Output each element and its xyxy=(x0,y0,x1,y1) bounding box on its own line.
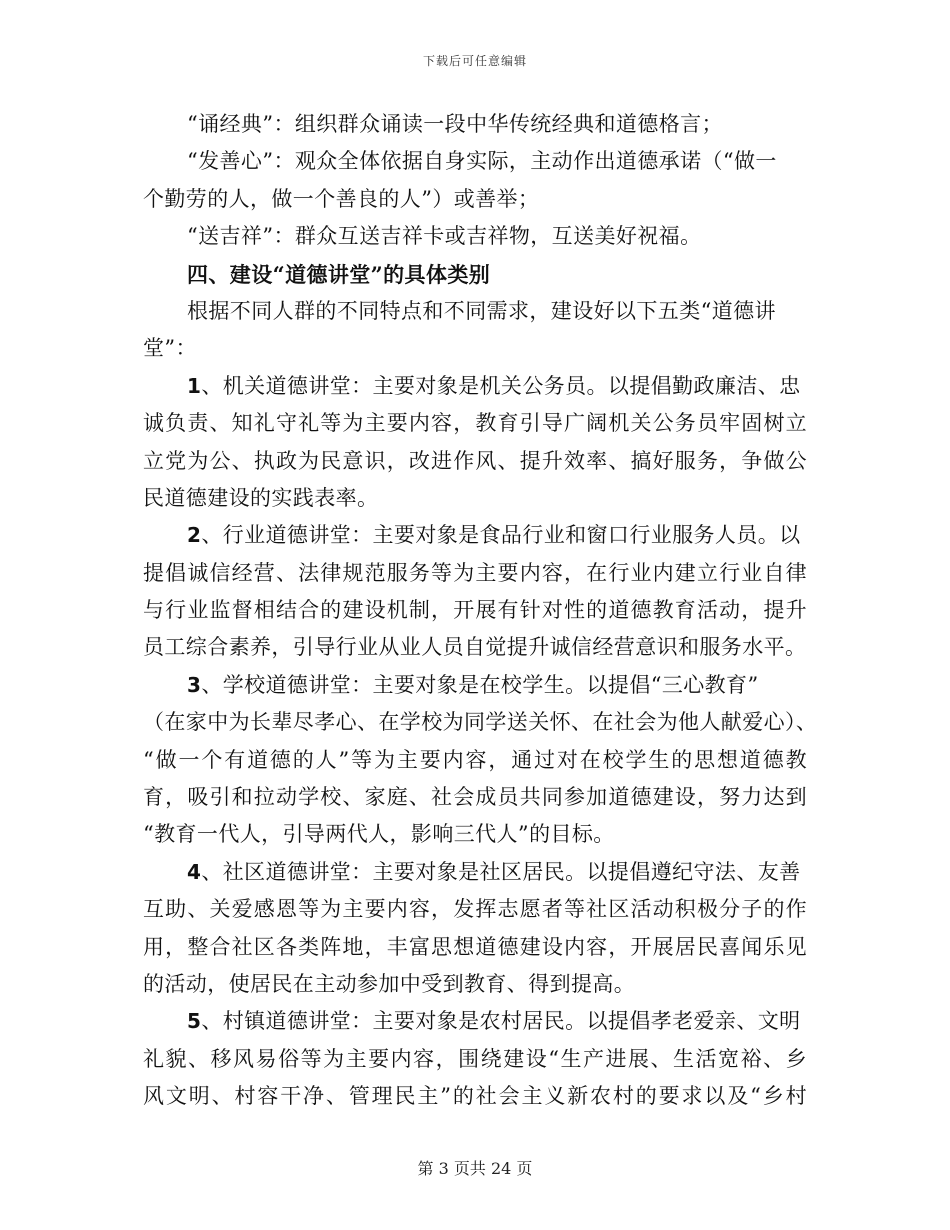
paragraph-line xyxy=(143,405,807,442)
line-text: 根据不同人群的不同特点和不同需求，建设好以下五类“道德讲 xyxy=(187,298,776,323)
line-text: 、社区道德讲堂：主要对象是社区居民。以提倡遵纪守法、友善 xyxy=(201,859,801,884)
line-text: 员工综合素养，引导行业从业人员自觉提升诚信经营意识和服务水平。 xyxy=(143,635,807,660)
paragraph-line xyxy=(143,1041,807,1078)
line-text: “发善心”：观众全体依据自身实际，主动作出道德承诺（“做一 xyxy=(187,149,777,174)
paragraph-line xyxy=(143,742,807,779)
paragraph-line xyxy=(143,891,807,928)
line-text: 个勤劳的人，做一个善良的人”）或善举； xyxy=(143,186,540,211)
paragraph-line xyxy=(143,517,807,554)
list-number: 1 xyxy=(187,373,202,398)
section-heading xyxy=(143,256,807,293)
line-text: 提倡诚信经营、法律规范服务等为主要内容，在行业内建立行业自律 xyxy=(143,560,807,585)
paragraph-line xyxy=(143,667,807,704)
paragraph-line xyxy=(143,443,807,480)
paragraph-line xyxy=(143,966,807,1003)
line-text: 风文明、村容干净、管理民主”的社会主义新农村的要求以及“乡村 xyxy=(143,1084,807,1109)
paragraph-line xyxy=(143,106,807,143)
line-text: 四、建设“道德讲堂”的具体类别 xyxy=(187,261,491,287)
page-number: 第 3 页共 24 页 xyxy=(417,1159,533,1178)
paragraph-line xyxy=(143,218,807,255)
paragraph-line xyxy=(143,629,807,666)
line-text: 堂”： xyxy=(143,336,197,361)
line-text: 、机关道德讲堂：主要对象是机关公务员。以提倡勤政廉洁、忠 xyxy=(201,373,801,398)
line-text: 立党为公、执政为民意识，改进作风、提升效率、搞好服务，争做公 xyxy=(143,448,807,473)
paragraph-line xyxy=(143,330,807,367)
paragraph-line xyxy=(143,779,807,816)
line-text: 诚负责、知礼守礼等为主要内容，教育引导广阔机关公务员牢固树立 xyxy=(143,411,807,436)
paragraph-line xyxy=(143,854,807,891)
list-number: 3 xyxy=(187,672,202,697)
line-text: 的活动，使居民在主动参加中受到教育、得到提高。 xyxy=(143,971,636,996)
line-text: 、行业道德讲堂：主要对象是食品行业和窗口行业服务人员。以 xyxy=(201,523,801,548)
list-number: 5 xyxy=(187,1009,202,1034)
line-text: 礼貌、移风易俗等为主要内容，围绕建设“生产进展、生活宽裕、乡 xyxy=(143,1046,807,1071)
line-text: 用，整合社区各类阵地，丰富思想道德建设内容，开展居民喜闻乐见 xyxy=(143,934,807,959)
list-number: 4 xyxy=(187,859,202,884)
line-text: “教育一代人，引导两代人，影响三代人”的目标。 xyxy=(143,822,615,847)
paragraph-line xyxy=(143,1078,807,1115)
line-text: 、学校道德讲堂：主要对象是在校学生。以提倡“三心教育” xyxy=(201,672,759,697)
paragraph-line xyxy=(143,816,807,853)
paragraph-line xyxy=(143,143,807,180)
paragraph-line xyxy=(143,929,807,966)
line-text: 、村镇道德讲堂：主要对象是农村居民。以提倡孝老爱亲、文明 xyxy=(201,1009,801,1034)
paragraph-line xyxy=(143,555,807,592)
paragraph-line xyxy=(143,480,807,517)
paragraph-line xyxy=(143,592,807,629)
document-body xyxy=(143,106,818,1116)
line-text: “送吉祥”：群众互送吉祥卡或吉祥物，互送美好祝福。 xyxy=(187,224,702,249)
paragraph-line xyxy=(143,181,807,218)
line-text: “做一个有道德的人”等为主要内容，通过对在校学生的思想道德教 xyxy=(143,747,807,772)
page-header-note: 下载后可任意编辑 xyxy=(422,54,527,68)
line-text: 互助、关爱感恩等为主要内容，发挥志愿者等社区活动积极分子的作 xyxy=(143,897,807,922)
line-text: 民道德建设的实践表率。 xyxy=(143,485,379,510)
paragraph-line xyxy=(143,1003,807,1040)
line-text: 与行业监督相结合的建设机制，开展有针对性的道德教育活动，提升 xyxy=(143,598,807,623)
paragraph-line xyxy=(143,704,818,741)
line-text: 育，吸引和拉动学校、家庭、社会成员共同参加道德建设，努力达到 xyxy=(143,785,807,810)
line-text: “诵经典”：组织群众诵读一段中华传统经典和道德格言； xyxy=(187,112,723,136)
line-text: （在家中为长辈尽孝心、在学校为同学送关怀、在社会为他人献爱心）、 xyxy=(143,710,818,735)
paragraph-line xyxy=(143,368,807,405)
paragraph-line xyxy=(143,293,807,330)
list-number: 2 xyxy=(187,523,202,548)
